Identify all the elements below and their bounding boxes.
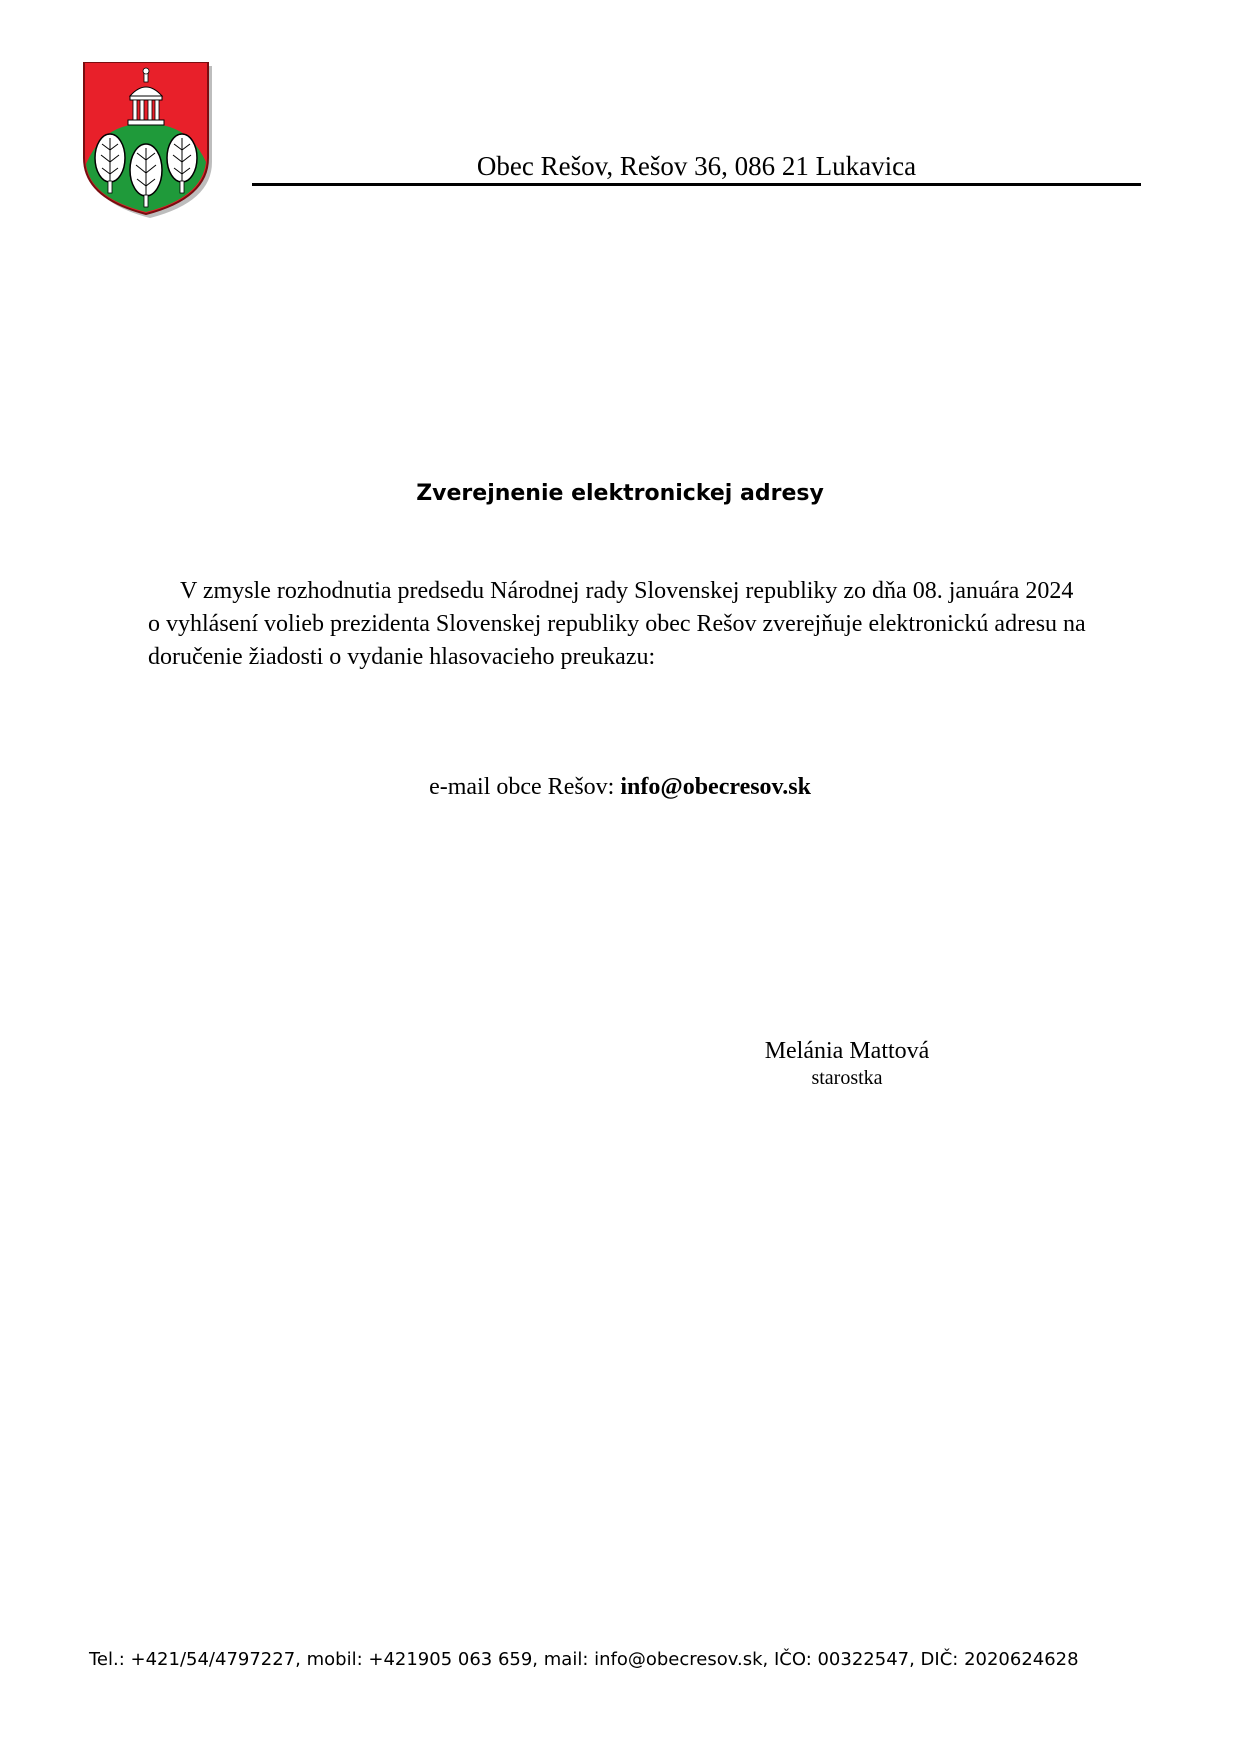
paragraph-line: V zmysle rozhodnutia predsedu Národnej rady Slovenskej republiky zo dňa 08. januára 2024	[180, 578, 1074, 604]
coat-of-arms-icon	[82, 62, 216, 220]
footer-contacts: Tel.: +421/54/4797227, mobil: +421905 063 659, mail: info@obecresov.sk, IČO: 00322547, DIČ: 2020624628	[89, 1649, 1079, 1670]
signer-role: starostka	[811, 1067, 883, 1089]
document-title: Zverejnenie elektronickej adresy	[416, 481, 824, 506]
header-address: Obec Rešov, Rešov 36, 086 21 Lukavica	[476, 151, 917, 181]
body-paragraph	[148, 575, 1133, 674]
paragraph-line: doručenie žiadosti o vydanie hlasovacieho preukazu:	[148, 644, 656, 670]
email-address: info@obecresov.sk	[620, 774, 811, 800]
email-label: e-mail obce Rešov:	[429, 774, 615, 800]
email-line	[0, 772, 1240, 802]
signer-name: Melánia Mattová	[764, 1038, 930, 1064]
paragraph-line: o vyhlásení volieb prezidenta Slovenskej republiky obec Rešov zverejňuje elektronickú adresu na	[148, 611, 1086, 637]
header-divider	[252, 183, 1141, 186]
